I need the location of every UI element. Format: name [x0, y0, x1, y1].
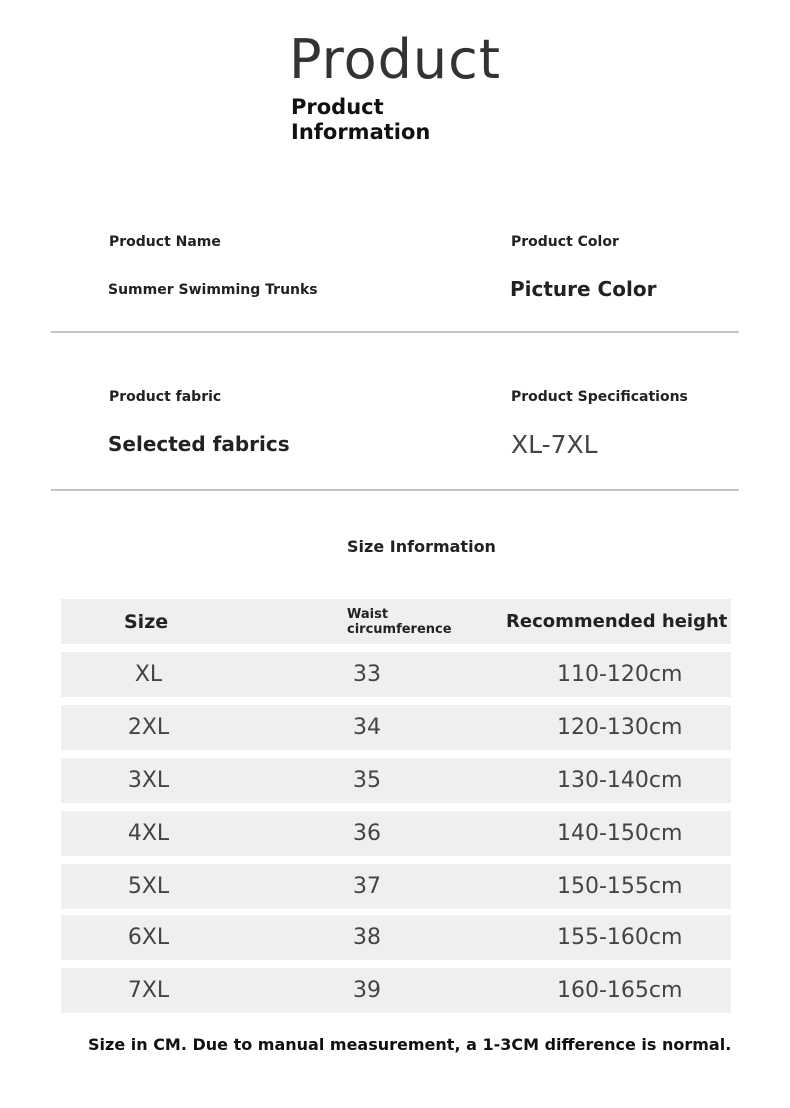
- height-cell: 150-155cm: [557, 874, 683, 899]
- column-header-waist: Waist circumference: [347, 606, 452, 637]
- table-row: [61, 811, 731, 856]
- product-spec-value: XL-7XL: [511, 430, 598, 459]
- size-cell: 2XL: [127, 715, 170, 740]
- waist-cell: 39: [353, 978, 381, 1003]
- product-fabric-label: Product fabric: [109, 389, 222, 405]
- product-fabric-value: Selected fabrics: [108, 432, 290, 456]
- size-info-heading: Size Information: [347, 537, 496, 556]
- table-row: [61, 705, 731, 750]
- product-color-value: Picture Color: [510, 277, 657, 301]
- size-cell: XL: [134, 662, 163, 687]
- size-cell: 6XL: [127, 925, 170, 950]
- product-name-value: Summer Swimming Trunks: [108, 282, 318, 298]
- column-header-height: Recommended height: [506, 611, 728, 632]
- waist-cell: 35: [353, 768, 381, 793]
- table-row: [61, 915, 731, 960]
- waist-cell: 37: [353, 874, 381, 899]
- product-name-label: Product Name: [109, 234, 221, 250]
- size-cell: 4XL: [127, 821, 170, 846]
- size-footnote: Size in CM. Due to manual measurement, a 1-3CM difference is normal.: [88, 1035, 732, 1054]
- height-cell: 130-140cm: [557, 768, 683, 793]
- table-header-row: [61, 599, 731, 644]
- height-cell: 140-150cm: [557, 821, 683, 846]
- size-cell: 3XL: [127, 768, 170, 793]
- divider-bottom: [51, 489, 739, 491]
- table-row: [61, 758, 731, 803]
- table-row: [61, 652, 731, 697]
- page-subtitle: Product Information: [291, 95, 431, 144]
- waist-cell: 36: [353, 821, 381, 846]
- product-color-label: Product Color: [511, 234, 619, 250]
- table-row: [61, 864, 731, 909]
- divider-top: [51, 331, 739, 333]
- table-row: [61, 968, 731, 1013]
- waist-cell: 34: [353, 715, 381, 740]
- height-cell: 120-130cm: [557, 715, 683, 740]
- height-cell: 160-165cm: [557, 978, 683, 1003]
- waist-cell: 38: [353, 925, 381, 950]
- size-cell: 7XL: [127, 978, 170, 1003]
- size-cell: 5XL: [127, 874, 170, 899]
- page-title: Product: [288, 28, 502, 91]
- height-cell: 110-120cm: [557, 662, 683, 687]
- column-header-size: Size: [124, 610, 169, 633]
- waist-cell: 33: [353, 662, 381, 687]
- product-spec-label: Product Specifications: [511, 389, 688, 405]
- height-cell: 155-160cm: [557, 925, 683, 950]
